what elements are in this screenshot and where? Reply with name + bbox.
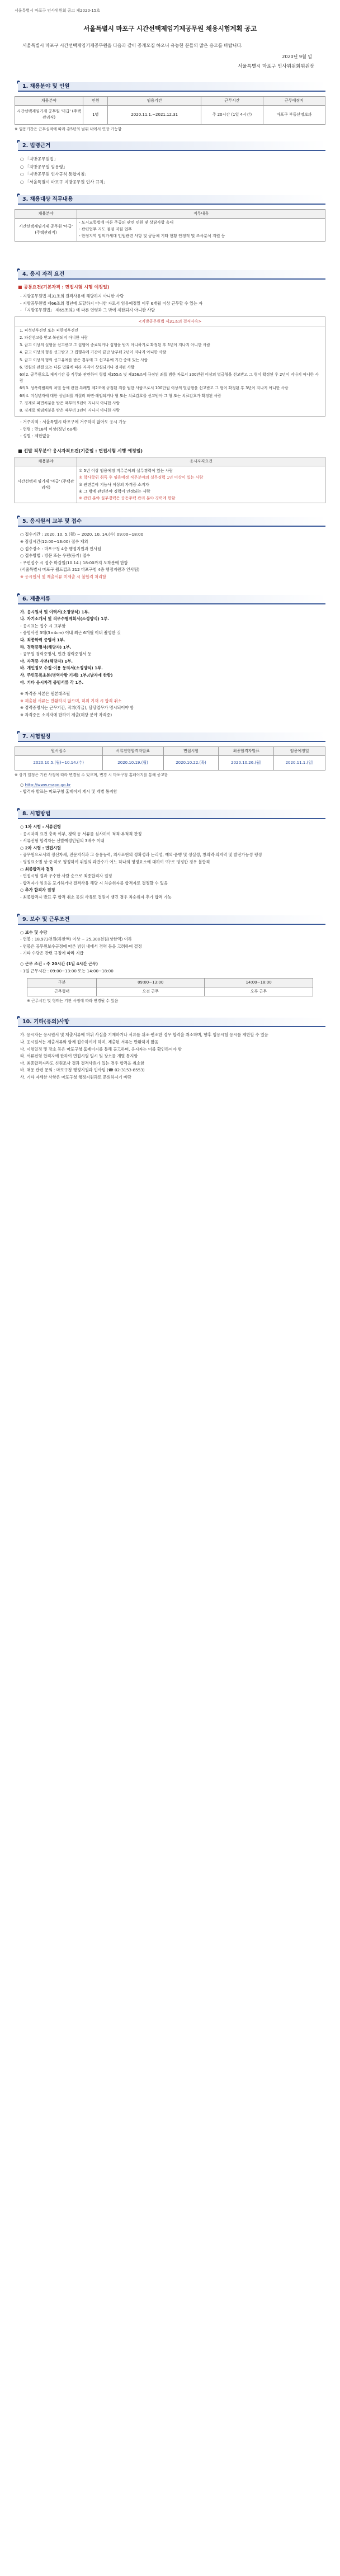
list-item: 사. 주민등록초본(병역사항 기재) 1부.(남자에 한함) — [20, 672, 113, 678]
section-legal-basis — [15, 140, 325, 186]
list-item: 아. 기타 응시자격 증빙서류 각 1부. — [20, 679, 84, 685]
table-header: 임용기간 — [108, 96, 201, 105]
list-item: 사. 기타 자세한 사항은 마포구청 행정지원과로 문의하시기 바람 — [20, 1074, 131, 1080]
list-item: - 기타 수당은 관련 규정에 따라 지급 — [20, 951, 84, 956]
page-title: 서울특별시 마포구 시간선택제임기제공무원 채용시험계획 공고 — [83, 24, 257, 32]
section-title: 1. 채용분야 및 인원 — [22, 83, 70, 89]
list-item: ○ 최종합격자 결정 — [20, 866, 54, 872]
table-header: 근무예정지 — [263, 96, 325, 105]
list-item: - 면접시험 결과 우수한 사람 순으로 최종합격자 결정 — [20, 873, 112, 879]
schedule-table — [15, 746, 325, 771]
list-item: 라. 경력증명서(해당자) 1부. — [20, 644, 72, 650]
specific-requirements-table — [15, 457, 325, 503]
table-cell: - 도시교통법에 따른 주공의 관련 민원 및 상담사항 응대 - 관련업무 지도 점검 지원 업무 - 한정지역 임의가세대 민원관련 사항 및 공동체 기타 현황 안정적 및 조사분석 지원 등 — [77, 219, 325, 242]
section-title: 6. 제출서류 — [22, 595, 51, 602]
list-item: - 연령 : 만18세 이상(정년 60세) — [20, 426, 78, 432]
list-item: - 연봉은 공무원보수규정에 따른 범위 내에서 경력 등을 고려하여 결정 — [20, 943, 142, 949]
list-item: ○ 근무 조건 : 주 20시간 (1일 4시간 근무) — [20, 961, 98, 966]
table-cell: 마포구 부동산정보과 — [263, 105, 325, 124]
note-item: ※ 자격증은 소지자에 한하여 제출(해당 분야 자격증) — [20, 712, 112, 717]
list-item: 다. 최종학력 증명서 1부. — [20, 637, 65, 642]
list-item: - 서류전형 합격자는 선발예정인원의 3배수 이내 — [20, 838, 105, 844]
list-item: 8. 징계로 해임처분을 받은 때부터 3년이 지나지 아니한 사람 — [20, 408, 120, 413]
list-item: - 합격자 발표는 마포구청 홈페이지 게시 및 개별 통지함 — [20, 789, 117, 795]
list-item: ※ 점심시간(12:00~13:00) 접수 제외 — [20, 539, 88, 545]
list-item: - 응시자격 요건 충족 여부, 경력 등 서류를 심사하여 적격·부적격 판정 — [20, 831, 142, 836]
table-header: 응시자격요건 — [77, 457, 325, 466]
list-item: - 합격자가 임용을 포기하거나 결격사유 해당 시 차순위자를 합격자로 결정할 수 있음 — [20, 880, 168, 886]
list-item: 바. 채용 관련 문의 : 마포구청 행정지원과 인사팀 (☎ 02-3153-8553) — [20, 1067, 145, 1073]
table-cell: 주 20시간 (1일 4시간) — [201, 105, 263, 124]
list-item: ○ 추가 합격자 결정 — [20, 887, 55, 893]
table-cell: 2020.10.19.(월) — [102, 756, 163, 771]
table-cell: 2020.11.1.~2021.12.31 — [108, 105, 201, 124]
table-note: ※ 상기 일정은 기관 사정에 따라 변경될 수 있으며, 변경 시 마포구청 홈페이지를 통해 공고함 — [15, 773, 168, 778]
list-item: 가. 응시자는 응시원서 및 제출서류에 허위 사실을 기재하거나 서류를 위조·변조한 경우 합격을 취소하며, 향후 임용시험 응시를 제한할 수 있음 — [20, 1032, 268, 1038]
table-cell: ① 5년 이상 임용예정 직무분야의 실무경력이 있는 사람 ② 학사학위 취득 후 임용예정 직무분야의 실무경력 1년 이상이 있는 사람 ③ 관련분야 기능사 이상의 자격증 소지자 ④ 그 밖에 관련분야 경력이 인정되는 사람 ※ 관련 분야 실무경력은 공동주택 관리 분야 경력에 한함 — [77, 466, 325, 503]
table-header: 원서접수 — [15, 747, 103, 756]
note-item: ※ 제출된 서류는 반환하지 않으며, 허위 기재 시 합격 취소 — [20, 698, 122, 703]
list-item: ○ 「지방공무원 임용령」 — [20, 164, 68, 169]
table-cell: 시간선택제임기제 공무원 '마급' (주택관리직) — [15, 105, 83, 124]
list-item: - 우편접수 시 접수 마감일(10.14.) 18:00까지 도착분에 한함 — [20, 560, 128, 565]
list-item: 3. 금고 이상의 실형을 선고받고 그 집행이 종료되거나 집행을 받지 아니하기로 확정된 후 5년이 지나지 아니한 사람 — [20, 343, 210, 348]
list-item: - 공무원으로서의 정신자세, 전문지식과 그 응용능력, 의사표현의 정확성과 논리성, 예의·품행 및 성실성, 창의력·의지력 및 발전가능성 평정 — [20, 852, 262, 858]
section-title: 3. 채용대상 직무내용 — [22, 196, 73, 203]
list-item: - 지방공무원법 제66조의 정년에 도달하지 아니한 자로서 임용예정일 이후 6개월 이상 근무할 수 있는 자 — [20, 300, 203, 306]
list-item: ○ 보수 및 수당 — [20, 929, 48, 935]
table-cell: 근무형태 — [27, 987, 97, 996]
list-item: 4. 금고 이상의 형을 선고받고 그 집행유예 기간이 끝난 날부터 2년이 지나지 아니한 사람 — [20, 350, 167, 355]
list-item: ○ 「지방공무원법」 — [20, 157, 58, 162]
section-application — [15, 516, 325, 580]
list-item: - 평정요소별 상·중·하로 평정하여 위원의 과반수가 어느 하나의 평정요소에 대하여 '하'로 평정한 경우 불합격 — [20, 859, 210, 865]
section-pay-conditions — [15, 914, 325, 1004]
specific-requirements-heading: ■ 선발 직무분야 응시자격요건(기준일 : 면접시험 시행 예정일) — [18, 448, 143, 453]
section-title: 4. 응시 자격 요건 — [22, 271, 65, 277]
list-item: - 「지방공무원법」 제65조의3 에 따른 연령과 그 밖에 제한되지 아니한 사람 — [20, 308, 155, 313]
notice-number: 서울특별시 마포구 인사위원회 공고 제2020-15호 — [15, 8, 101, 13]
issuing-org: 서울특별시 마포구 인사위원회위원장 — [238, 63, 314, 69]
list-item: ○ 접수기간 : 2020. 10. 5.(월) ~ 2020. 10. 14.(수) 09:00~18:00 — [20, 532, 144, 537]
table-cell: 시간선택제임기제 공무원 '마급' (주택관리직) — [15, 219, 77, 242]
list-item: 2. 파산선고를 받고 복권되지 아니한 사람 — [20, 335, 88, 340]
work-hours-table — [27, 978, 313, 996]
note-item: ※ 자격증 사본은 원본대조필 — [20, 691, 70, 697]
section-title: 9. 보수 및 근무조건 — [22, 916, 70, 923]
list-item: 7. 징계로 파면처분을 받은 때부터 5년이 지나지 아니한 사람 — [20, 400, 120, 405]
table-note: ※ 임용기간은 근무실적에 따라 총5년의 범위 내에서 연장 가능함 — [15, 126, 122, 131]
section-documents — [15, 593, 325, 719]
list-item: 5. 금고 이상의 형의 선고유예를 받은 경우에 그 선고유예 기간 중에 있는 사람 — [20, 357, 148, 362]
duties-table — [15, 209, 325, 242]
common-requirements-heading: ■ 공통요건(기본자격 : 면접시험 시행 예정일) — [18, 284, 110, 290]
list-item: 가. 응시원서 및 이력서(소정양식) 1부. — [20, 609, 90, 615]
table-cell: 시간선택제 임기제 '마급' (주택관리직) — [15, 466, 77, 503]
table-cell: 2020.10.26.(월) — [219, 756, 274, 771]
table-cell: 2020.11.1.(일) — [274, 756, 325, 771]
table-header: 채용분야 — [15, 96, 83, 105]
list-item: - 성별 : 제한없음 — [20, 433, 50, 439]
list-item: 라. 서류전형 합격자에 한하여 면접시험 일시 및 장소를 개별 통지함 — [20, 1053, 138, 1059]
notice-date: 2020년 9월 일 — [282, 54, 312, 60]
section-schedule — [15, 731, 325, 796]
list-item: 다. 시험일정 및 장소 등은 마포구청 홈페이지를 통해 공고하며, 응시자는 이를 확인하여야 함 — [20, 1046, 182, 1052]
table-header: 면접시험 — [163, 747, 219, 756]
section-exam-method — [15, 808, 325, 901]
list-item: ○ 접수방법 : 방문 또는 우편(등기) 접수 — [20, 553, 91, 559]
list-item: 마. 자격증 사본(해당자) 1부. — [20, 658, 73, 664]
table-header: 임용예정일 — [274, 747, 325, 756]
intro-text: 서울특별시 마포구 시간선택제임기제공무원을 다음과 같이 공개모집 하오니 유능한 분들의 많은 응모를 바랍니다. — [22, 42, 243, 48]
table-cell: 오후 근무 — [205, 987, 313, 996]
list-item: - 응시표는 접수 시 교부함 — [20, 623, 66, 628]
list-item: ○ 「서울특별시 마포구 지방공무원 인사 규칙」 — [20, 179, 108, 185]
list-item: 나. 자기소개서 및 직무수행계획서(소정양식) 1부. — [20, 616, 109, 622]
section-eligibility — [15, 268, 325, 504]
list-item: ○ 「지방공무원 인사규칙 통합지침」 — [20, 172, 89, 177]
section-title: 2. 법령근거 — [22, 143, 51, 149]
section-duties — [15, 193, 325, 242]
disqualification-title: <지방공무원법 제31조의 결격사유> — [15, 317, 325, 327]
list-item: 6의4. 미성년자에 대한 성범죄를 저질러 파면·해임되거나 형 또는 치료감호를 선고받아 그 형 또는 치료감호가 확정된 사람 — [20, 393, 221, 398]
list-item: - 최종합격자 발표 후 합격 취소 등의 사유로 결원이 생긴 경우 차순위자 추가 합격 가능 — [20, 894, 172, 900]
list-item: 바. 개인정보 수집·이용 동의서(소정양식) 1부. — [20, 665, 103, 671]
list-item: - 증명사진 3매(3×4cm) 이내 최근 6개월 이내 촬영한 것 — [20, 630, 121, 636]
notice-page — [0, 0, 340, 1081]
list-item: (서울특별시 마포구 월드컵로 212 마포구청 4층 행정지원과 인사팀) — [20, 567, 140, 573]
list-item: - 1일 근무시간 : 09:00~13:00 또는 14:00~18:00 — [20, 968, 114, 973]
table-cell: 2020.10.22.(목) — [163, 756, 219, 771]
table-cell: 오전 근무 — [97, 987, 205, 996]
list-item: 나. 응시원서는 제출서류와 함께 접수하여야 하며, 제출된 서류는 반환하지 않음 — [20, 1039, 159, 1044]
table-note: ※ 근무시간 및 형태는 기관 사정에 따라 변경될 수 있음 — [27, 998, 119, 1003]
list-item: 6의3. 성폭력범죄의 처벌 등에 관한 특례법 제2조에 규정된 죄를 범한 사람으로서 100만원 이상의 벌금형을 선고받고 그 형이 확정된 후 3년이 지나지 아니한 사람 — [20, 386, 289, 391]
table-header: 서류전형합격자발표 — [102, 747, 163, 756]
recruitment-table — [15, 96, 325, 125]
list-item: ※ 응시원서 및 제출서류 미제출 시 불합격 처리함 — [20, 574, 106, 579]
list-item: 마. 최종합격자라도 신원조사 결과 결격사유가 있는 경우 합격을 취소함 — [20, 1060, 144, 1066]
list-item: ○ 1차 시험 : 서류전형 — [20, 824, 61, 830]
website-line: ○ http://www.mapo.go.kr — [20, 782, 71, 787]
list-item: 6의2. 공무원으로 재직기간 중 직무와 관련하여 형법 제355조 및 제356조에 규정된 죄를 범한 자로서 300만원 이상의 벌금형을 선고받고 그 형이 확정된 후 2년이 지나지 아니한 사람 — [20, 372, 319, 384]
table-header: 근무시간 — [201, 96, 263, 105]
list-item: ○ 2차 시험 : 면접시험 — [20, 845, 61, 850]
list-item: 1. 피성년후견인 또는 피한정후견인 — [20, 328, 78, 333]
note-item: ※ 경력증명서는 근무기간, 직위(직급), 담당업무가 명시되어야 함 — [20, 705, 134, 711]
list-item: - 연봉 : 18,973천원(하한액) 이상 ~ 25,300천원(상한액) 이하 — [20, 937, 132, 942]
table-header: 구분 — [27, 979, 97, 987]
table-cell: 2020.10.5.(월)~10.14.(수) — [15, 756, 103, 771]
table-cell: 1명 — [83, 105, 108, 124]
section-other-notes — [15, 1016, 325, 1081]
list-item: - 지방공무원법 제31조의 결격사유에 해당하지 아니한 사람 — [20, 294, 124, 299]
table-header: 최종합격자발표 — [219, 747, 274, 756]
website-link[interactable]: http://www.mapo.go.kr — [25, 782, 71, 787]
section-recruitment — [15, 81, 325, 132]
disqualification-box — [15, 316, 325, 417]
list-item: - 공무원 경력증명서, 민간 경력증명서 등 — [20, 651, 92, 657]
table-header: 14:00~18:00 — [205, 979, 313, 987]
section-title: 5. 응시원서 교부 및 접수 — [22, 518, 82, 525]
section-title: 10. 기타(유의)사항 — [22, 1019, 69, 1025]
section-title: 8. 시험방법 — [22, 811, 51, 817]
table-header: 09:00~13:00 — [97, 979, 205, 987]
table-header: 인원 — [83, 96, 108, 105]
list-item: 6. 법원의 판결 또는 다른 법률에 따라 자격이 상실되거나 정지된 사람 — [20, 365, 135, 370]
table-header: 직무내용 — [77, 210, 325, 219]
section-title: 7. 시험일정 — [22, 734, 51, 740]
table-header: 채용분야 — [15, 210, 77, 219]
list-item: - 거주지역 : 서울특별시 마포구에 거주하지 않아도 응시 가능 — [20, 419, 126, 425]
table-header: 채용분야 — [15, 457, 77, 466]
list-item: ○ 접수장소 : 마포구청 4층 행정지원과 인사팀 — [20, 546, 102, 551]
